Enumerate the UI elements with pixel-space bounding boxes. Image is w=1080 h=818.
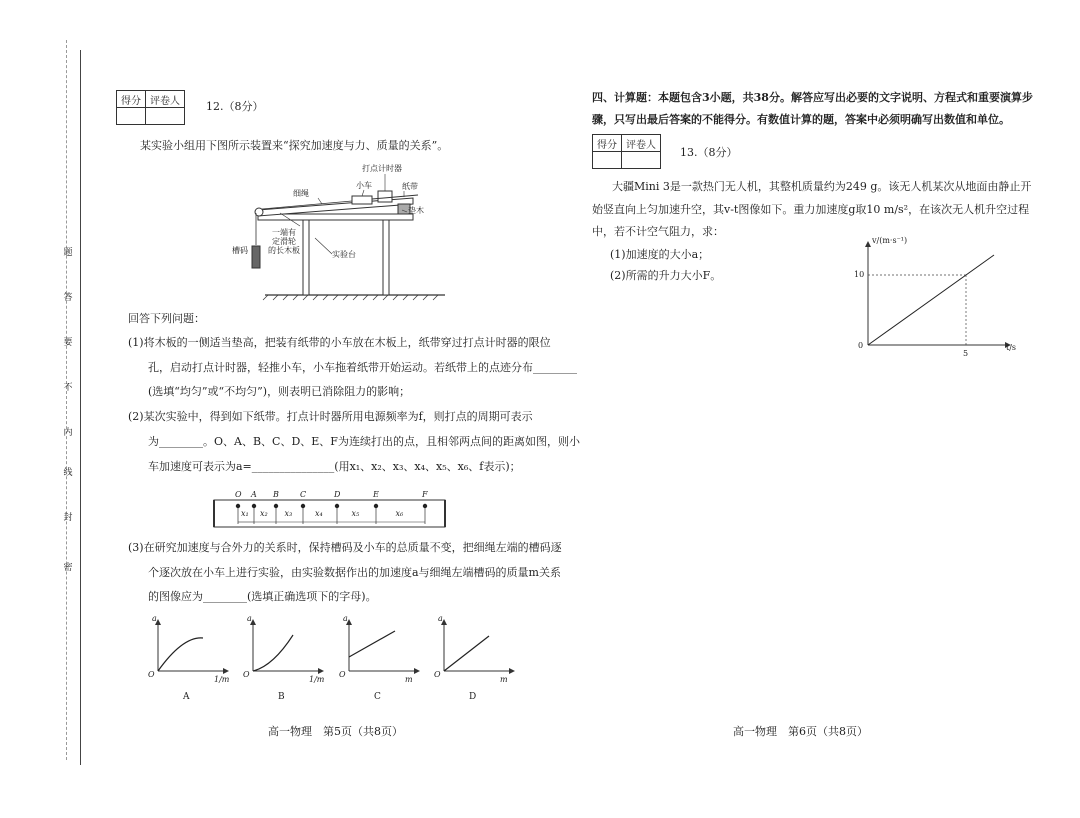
section4-line: 骤，只写出最后答案的不能得分。有数值计算的题，答案中必须明确写出数值和单位。 (592, 113, 1010, 126)
label-table: 实验台 (332, 250, 356, 259)
label-cart: 小车 (356, 181, 372, 190)
q13-sub1: (1)加速度的大小a； (610, 248, 710, 261)
q13-number: 13.（8分） (680, 146, 738, 159)
vt-series-line (868, 255, 994, 345)
vt-ylabel: v/(m·s⁻¹) (872, 236, 908, 245)
label-tape: 纸带 (402, 182, 418, 191)
option-letter: D (469, 692, 477, 702)
q12-p2-line: (2)某次实验中，得到如下纸带。打点计时器所用电源频率为f，则打点的周期可表示 (128, 410, 533, 423)
q12-number: 12.（8分） (206, 100, 264, 113)
grader-label: 评卷人 (622, 135, 661, 152)
margin-char: 内 (63, 428, 73, 438)
footer-right: 高一物理 第6页（共8页） (733, 725, 868, 738)
option-x-label: m (500, 675, 508, 684)
margin-char: 要 (63, 338, 73, 348)
option-letter: C (374, 692, 381, 702)
tape-point-label: B (273, 490, 279, 499)
option-y-label: a (438, 614, 443, 623)
tape-point-label: D (334, 490, 341, 499)
q13-body-line: 大疆Mini 3是一款热门无人机，其整机质量约为249 g。该无人机某次从地面由静止开 (612, 180, 1032, 193)
vt-xtick: 5 (963, 349, 969, 358)
score-label: 得分 (117, 91, 146, 108)
footer-left: 高一物理 第5页（共8页） (268, 725, 403, 738)
tape-segment-label: x₅ (351, 509, 360, 518)
option-origin-label: O (148, 670, 155, 679)
tape-segment-label: x₁ (241, 509, 249, 518)
option-letter: A (183, 692, 190, 702)
margin-char: 不 (63, 383, 73, 393)
label-shim: 垫木 (408, 206, 424, 215)
tape-point-label: A (251, 490, 257, 499)
label-timer: 打点计时器 (362, 164, 402, 173)
q12-p3-line: 个逐次放在小车上进行实验，由实验数据作出的加速度a与细绳左端槽码的质量m关系 (148, 566, 561, 579)
tape-point-label: E (373, 490, 379, 499)
label-rope: 细绳 (293, 189, 309, 198)
vt-ytick: 10 (854, 270, 865, 279)
option-y-label: a (247, 614, 252, 623)
tape-segment-label: x₄ (315, 509, 323, 518)
q12-p2-line: 为________。O、A、B、C、D、E、F为连续打出的点，且相邻两点间的距离如图，则小 (148, 435, 580, 448)
option-origin-label: O (339, 670, 346, 679)
vt-origin: 0 (858, 341, 864, 350)
option-origin-label: O (434, 670, 441, 679)
margin-char: 线 (63, 468, 73, 478)
option-letter: B (278, 692, 285, 702)
tape-point-label: F (422, 490, 428, 499)
option-x-label: m (405, 675, 413, 684)
answer-prompt: 回答下列问题： (128, 312, 205, 325)
q13-sub2: (2)所需的升力大小F。 (610, 269, 722, 282)
q12-p3-line: (3)在研究加速度与合外力的关系时，保持槽码及小车的总质量不变，把细绳左端的槽码逐 (128, 541, 562, 554)
q12-p1-line: (选填“均匀”或“不均匀”)，则表明已消除阻力的影响； (148, 385, 411, 398)
option-x-label: 1/m (309, 675, 325, 684)
q13-body-line: 中，若不计空气阻力，求： (592, 225, 724, 238)
tape-segment-label: x₂ (260, 509, 268, 518)
option-y-label: a (152, 614, 157, 623)
q12-p3-line: 的图像应为________(选填正确选项下的字母)。 (148, 590, 377, 603)
tape-segment-label: x₆ (395, 509, 404, 518)
q12-intro: 某实验小组用下图所示装置来“探究加速度与力、质量的关系”。 (140, 139, 449, 152)
tape-segment-label: x₃ (284, 509, 293, 518)
section4-line: 四、计算题：本题包含3小题，共38分。解答应写出必要的文字说明、方程式和重要演算步 (592, 91, 1033, 104)
tape-point-label: C (300, 490, 307, 499)
tape-point-label: O (235, 490, 242, 499)
label-board: 一端有 定滑轮 的长木板 (268, 228, 300, 255)
margin-char: 密 (63, 563, 73, 573)
margin-char: 答 (63, 293, 73, 303)
label-weights: 槽码 (232, 246, 248, 255)
score-label: 得分 (593, 135, 622, 152)
q12-p2-line: 车加速度可表示为a=_______________(用x₁、x₂、x₃、x₄、x₅、x₆、f表示)； (148, 460, 521, 473)
option-x-label: 1/m (214, 675, 230, 684)
q12-p1-line: 孔，启动打点计时器，轻推小车，小车拖着纸带开始运动。若纸带上的点迹分布________ (148, 361, 577, 374)
vt-xlabel: t/s (1006, 343, 1017, 352)
margin-char: 封 (63, 513, 73, 523)
q12-p1-line: (1)将木板的一侧适当垫高，把装有纸带的小车放在木板上，纸带穿过打点计时器的限位 (128, 336, 551, 349)
grader-label: 评卷人 (146, 91, 185, 108)
margin-char: 题 (63, 248, 73, 258)
q13-body-line: 始竖直向上匀加速升空，其v-t图像如下。重力加速度g取10 m/s²，在该次无人机升空过程 (592, 203, 1030, 216)
option-y-label: a (343, 614, 348, 623)
option-origin-label: O (243, 670, 250, 679)
